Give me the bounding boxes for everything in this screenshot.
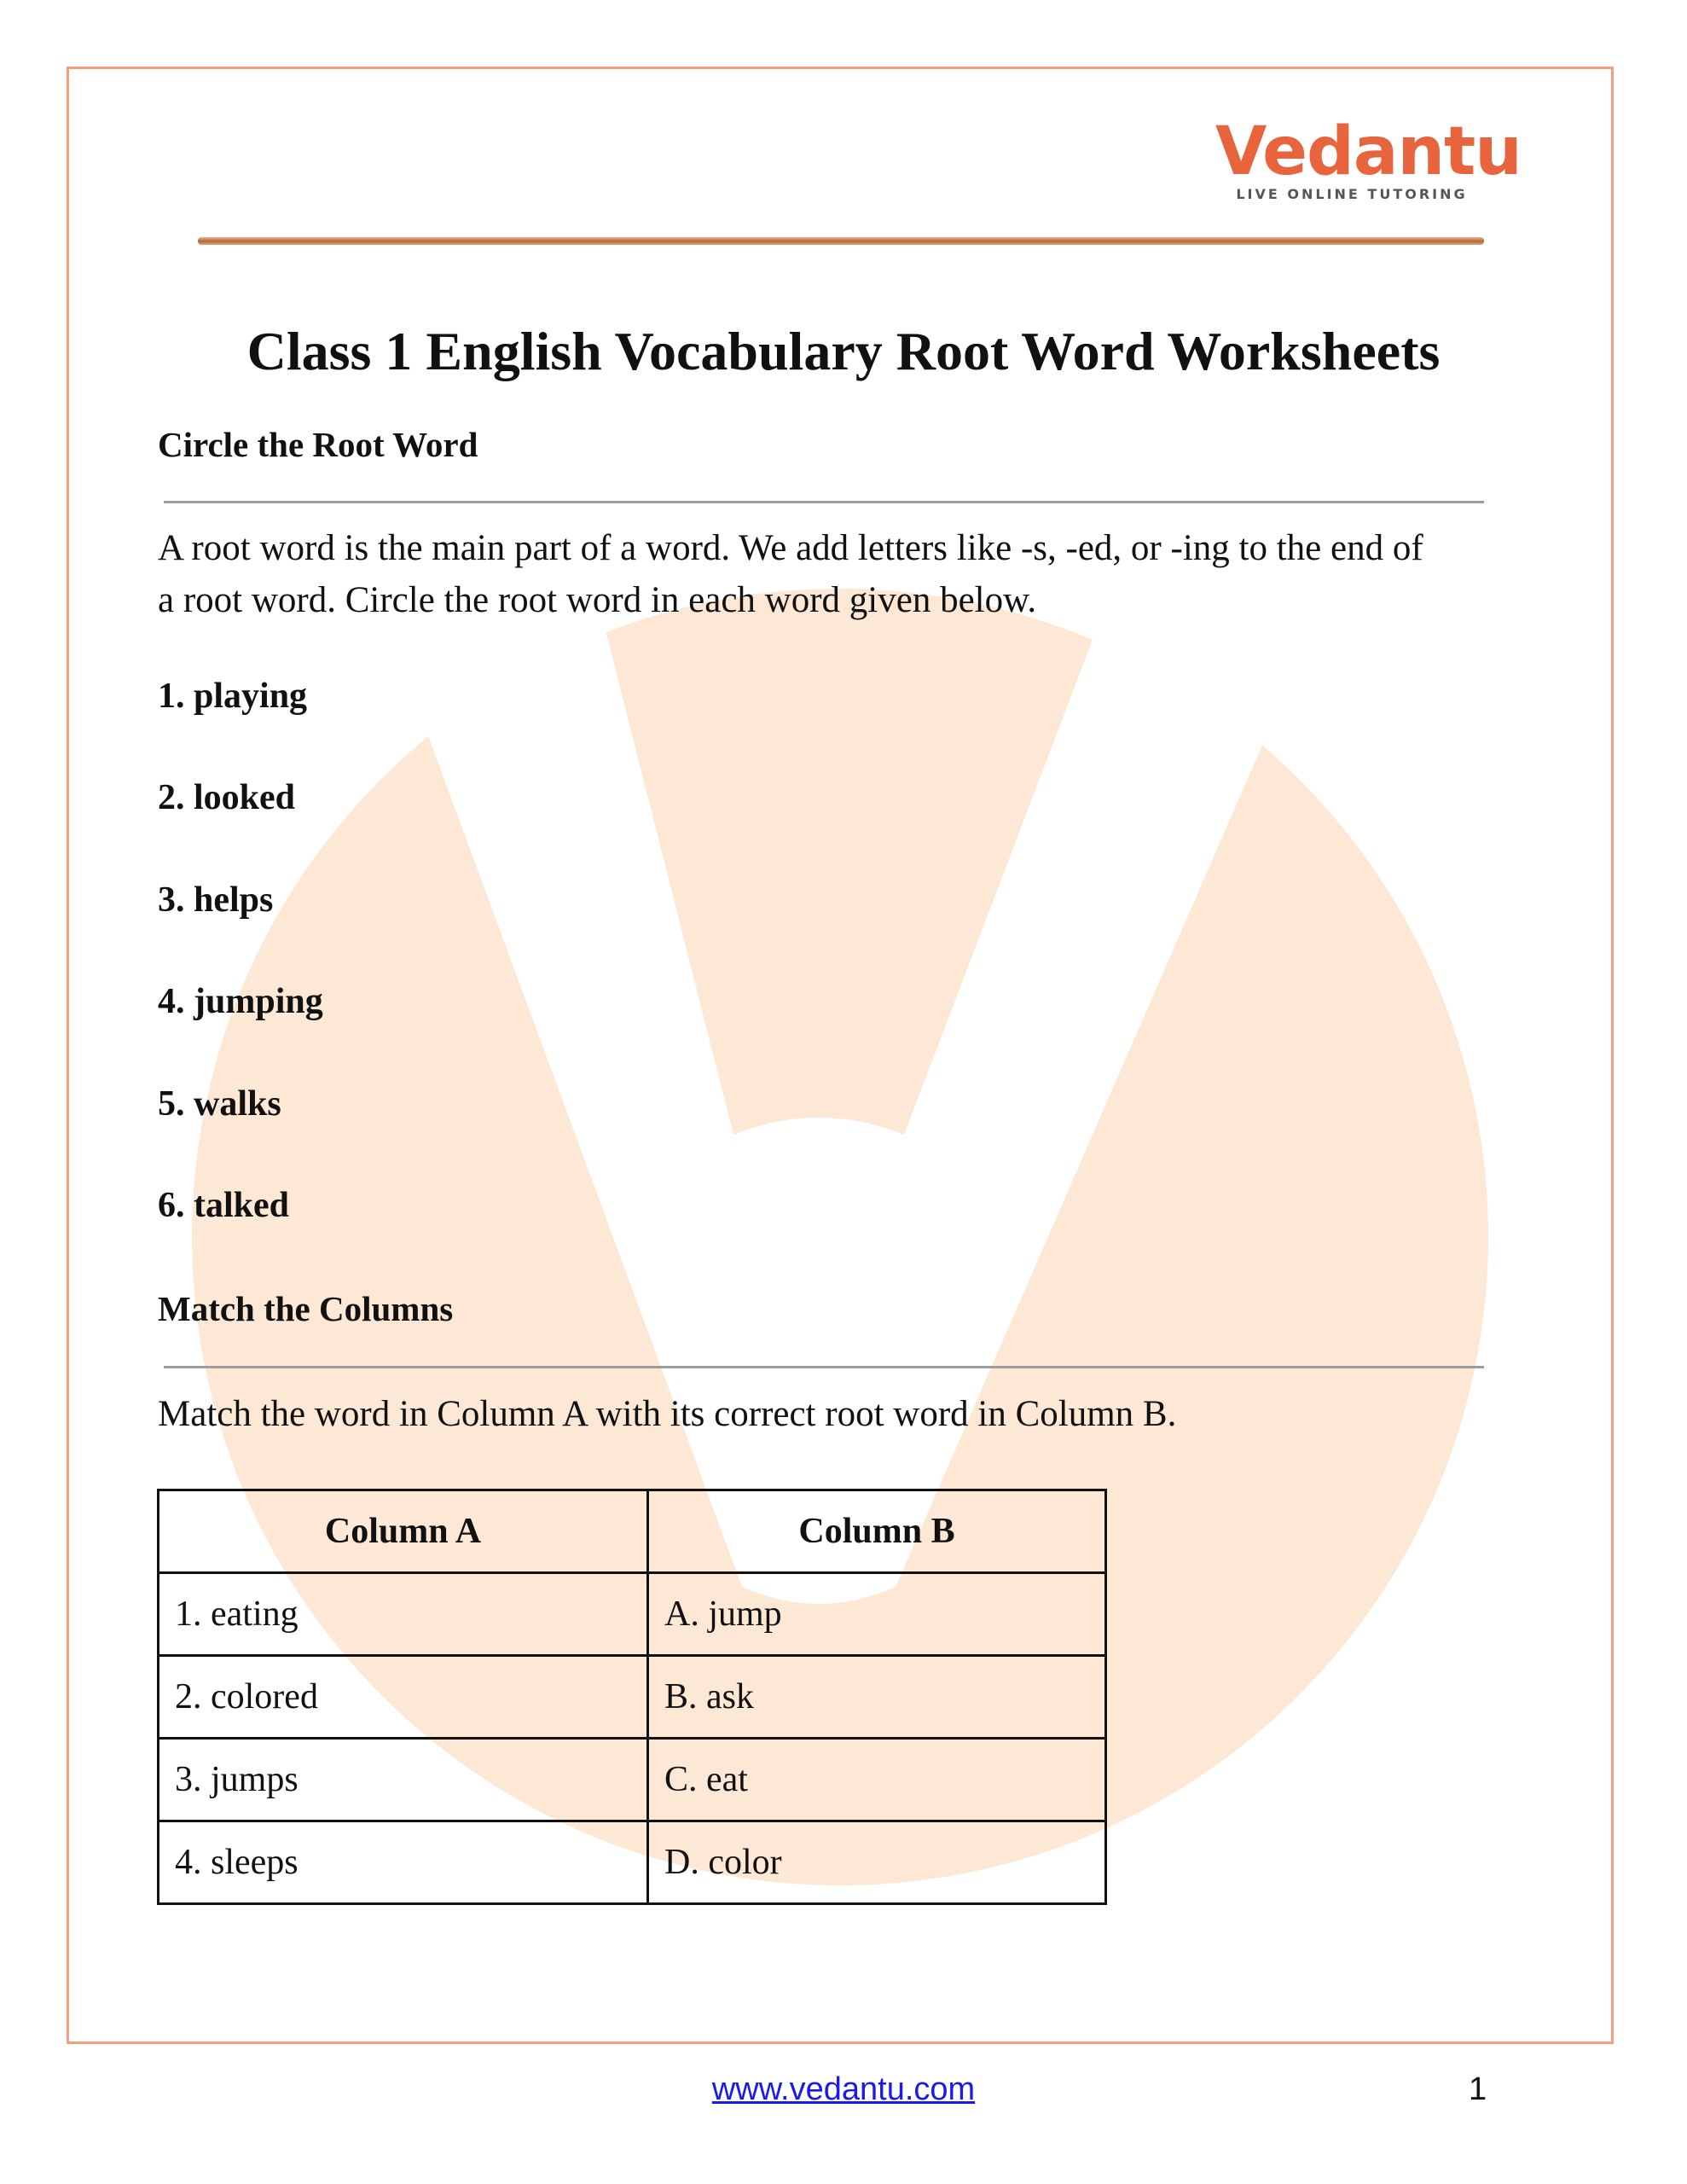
list-item: 4. jumping xyxy=(158,982,323,1022)
table-cell: 4. sleeps xyxy=(159,1821,648,1904)
list-item: 3. helps xyxy=(158,880,274,920)
instruction-line: a root word. Circle the root word in each word given below. xyxy=(158,580,1037,620)
table-cell: 3. jumps xyxy=(159,1739,648,1821)
table-row xyxy=(159,1573,1106,1656)
list-item: 2. looked xyxy=(158,778,296,818)
list-item: 1. playing xyxy=(158,677,308,716)
table-cell: D. color xyxy=(648,1821,1106,1904)
table-cell: B. ask xyxy=(648,1656,1106,1739)
table-cell: 1. eating xyxy=(159,1573,648,1656)
list-item: 5. walks xyxy=(158,1083,281,1124)
table-cell: 2. colored xyxy=(159,1656,648,1739)
match-instruction: Match the word in Column A with its correct root word in Column B. xyxy=(158,1394,1177,1434)
section-heading-match: Match the Columns xyxy=(158,1289,454,1328)
section-heading-circle: Circle the Root Word xyxy=(158,425,478,464)
list-item: 6. talked xyxy=(158,1185,290,1225)
section-divider xyxy=(164,1366,1484,1368)
column-header: Column A xyxy=(159,1490,648,1573)
table-row xyxy=(159,1821,1106,1904)
page-title: Class 1 English Vocabulary Root Word Worksheets xyxy=(246,321,1441,381)
table-cell: C. eat xyxy=(648,1739,1106,1821)
logo-wordmark: Vedantu xyxy=(1215,113,1522,190)
vedantu-logo xyxy=(1215,111,1522,213)
table-row xyxy=(159,1739,1106,1821)
page-number: 1 xyxy=(1469,2071,1487,2107)
header-divider xyxy=(198,237,1484,245)
section-divider xyxy=(164,501,1484,503)
table-header-row xyxy=(159,1490,1106,1573)
instruction-text xyxy=(158,522,1514,626)
table-cell: A. jump xyxy=(648,1573,1106,1656)
match-table xyxy=(157,1489,1107,1905)
logo-tagline: LIVE ONLINE TUTORING xyxy=(1236,186,1468,202)
table-row xyxy=(159,1656,1106,1739)
footer-website-link[interactable]: www.vedantu.com xyxy=(711,2071,976,2107)
instruction-line: A root word is the main part of a word. We add letters like -s, -ed, or -ing to the end of xyxy=(158,528,1423,568)
column-header: Column B xyxy=(648,1490,1106,1573)
root-word-list xyxy=(158,674,323,1285)
